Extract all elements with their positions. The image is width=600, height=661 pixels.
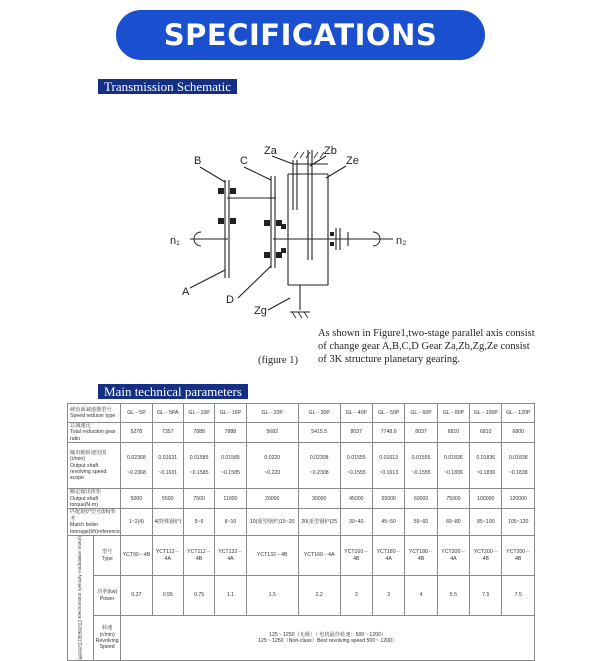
model-cell: GL－16P [215,404,246,423]
row-label: 硬齿面减速器型号 Speed reducer type [68,404,121,423]
motor-power-cell: 3 [372,576,404,616]
ratio-cell: 7888 [183,423,214,443]
row-tonnage [68,509,535,536]
label-zb: Zb [324,145,337,157]
torque-cell: 120000 [502,489,535,509]
ratio-cell: 8037 [405,423,437,443]
ratio-cell: 5415.5 [298,423,340,443]
row-label: 转速(r/min) Revolving Speed [94,616,121,660]
motor-type-cell: YCT90－4B [121,536,152,576]
transmission-schematic-diagram [168,140,428,320]
torque-cell: 7500 [183,489,214,509]
motor-type-cell: YCT112－4B [183,536,214,576]
row-model [68,404,535,423]
ratio-cell: 6800 [502,423,535,443]
label-n1: n₁ [170,235,180,247]
model-cell: GL－60P [405,404,437,423]
label-n2: n₂ [396,235,407,247]
motor-power-cell: 5.5 [437,576,469,616]
tonnage-cell: 4(特殊钢炉) [152,509,183,536]
speed-cell: 0.01838 ~0.1838 [502,443,535,489]
motor-type-cell: YCT132－4B [246,536,298,576]
ratio-cell: 7888 [215,423,246,443]
model-cell: GL－20P [246,404,298,423]
model-cell: GL－50P [372,404,404,423]
model-cell: GL－120P [502,404,535,423]
ratio-cell: 7357 [152,423,183,443]
tonnage-cell: 5~6 [183,509,214,536]
ratio-cell: 6810 [470,423,502,443]
tonnage-cell: 85~100 [470,509,502,536]
motor-type-cell: YCT160－4A [298,536,340,576]
label-b: B [194,155,202,167]
motor-type-cell: YCT180－4B [405,536,437,576]
row-label: 总减速比 Total reduction gear ratio [68,423,121,443]
motor-power-cell: 3 [340,576,372,616]
ratio-cell: 8037 [340,423,372,443]
motor-type-cell: YCT180－4A [372,536,404,576]
speed-cell: 0.01836 ~0.1836 [470,443,502,489]
section-label-params: Main technical parameters [98,384,248,399]
speed-cell: 0.02368 ~0.2368 [121,443,152,489]
motor-type-cell: YCT112－4A [152,536,183,576]
motor-speed-value: 125～1250（无级）（ 电机最佳转速：500～1200） 125～1250（Non-class）Best revolving speed 500～1200） [121,616,535,660]
speed-cell: 0.01585 ~0.1585 [183,443,214,489]
tonnage-cell: 1~2(4) [121,509,152,536]
tonnage-cell: 65~80 [437,509,469,536]
model-cell: GL－80P [437,404,469,423]
label-d: D [226,294,234,306]
tonnage-cell: 20(重型钢炉)25 [298,509,340,536]
technical-parameters-table [67,403,535,661]
torque-cell: 11000 [215,489,246,509]
torque-cell: 75000 [437,489,469,509]
motor-type-cell: YCT200－4A [437,536,469,576]
model-cell: GL－30P [298,404,340,423]
row-speed [68,443,535,489]
motor-type-cell: YCT160－4B [340,536,372,576]
torque-cell: 30000 [298,489,340,509]
label-a: A [182,286,190,298]
row-label: 功率(kw) Power [94,576,121,616]
model-cell: GL－5P [121,404,152,423]
section-label-schematic: Transmission Schematic [98,79,237,94]
speed-cell: 0.01585 ~0.1585 [215,443,246,489]
motor-type-cell: YCT132－4A [215,536,246,576]
speed-cell: 0.0220 ~0.220 [246,443,298,489]
motor-power-cell: 0.75 [183,576,214,616]
motor-power-cell: 7.5 [470,576,502,616]
motor-type-cell: YCT200－4B [470,536,502,576]
speed-cell: 0.01613 ~0.1613 [372,443,404,489]
row-label: 匹配钢炉型号(t/h)参考 Match boiler tonnage(t/h)reference [68,509,121,536]
motor-power-cell: 0.37 [121,576,152,616]
model-cell: GL－10P [183,404,214,423]
row-label: 输出轴转速范围(r/min) Output shaft revolving speed scope [68,443,121,489]
ratio-cell: 5682 [246,423,298,443]
ratio-cell: 7748.6 [372,423,404,443]
motor-group-label: 配套电机(调速电机) Electromotor (velocity modulation motor) [68,536,94,661]
specifications-banner [116,10,485,60]
row-label: 型号 Type [94,536,121,576]
speed-cell: 0.01555 ~0.1555 [340,443,372,489]
speed-cell: 0.01631 ~0.1631 [152,443,183,489]
figure-description: As shown in Figure1,two-stage parallel axis consist of change gear A,B,C,D Gear Za,Zb,Zg,Ze consist of 3K structure planetary gearing. [318,328,535,365]
ratio-cell: 6810 [437,423,469,443]
motor-power-cell: 0.55 [152,576,183,616]
speed-cell: 0.02308 ~0.2308 [298,443,340,489]
motor-power-cell: 2.2 [298,576,340,616]
speed-cell: 0.01836 ~0.1836 [437,443,469,489]
row-torque [68,489,535,509]
torque-cell: 5000 [121,489,152,509]
torque-cell: 60000 [405,489,437,509]
model-cell: GL－5PA [152,404,183,423]
torque-cell: 20000 [246,489,298,509]
tonnage-cell: 105~120 [502,509,535,536]
banner-title: SPECIFICATIONS [163,18,438,52]
figure-caption: (figure 1) [258,355,298,366]
ratio-cell: 5278 [121,423,152,443]
tonnage-cell: 10(重型钢炉)15~20 [246,509,298,536]
tonnage-cell: 8~10 [215,509,246,536]
speed-cell: 0.01555 ~0.1555 [405,443,437,489]
torque-cell: 100000 [470,489,502,509]
tonnage-cell: 45~50 [372,509,404,536]
tonnage-cell: 55~60 [405,509,437,536]
row-label: 额定输出扭矩 Output shaft torque(N·m) [68,489,121,509]
label-ze: Ze [346,155,359,167]
model-cell: GL－40P [340,404,372,423]
label-za: Za [264,145,277,157]
label-zg: Zg [254,305,267,317]
torque-cell: 5500 [152,489,183,509]
motor-type-cell: YCT200－4B [502,536,535,576]
motor-power-cell: 1.1 [215,576,246,616]
label-c: C [240,155,248,167]
motor-power-cell: 4 [405,576,437,616]
tonnage-cell: 30~40 [340,509,372,536]
row-motor-speed [68,616,535,660]
row-motor-type [68,536,535,576]
torque-cell: 45000 [340,489,372,509]
model-cell: GL－100P [470,404,502,423]
motor-power-cell: 1.5 [246,576,298,616]
motor-power-cell: 7.5 [502,576,535,616]
row-motor-power [68,576,535,616]
torque-cell: 55000 [372,489,404,509]
row-ratio [68,423,535,443]
